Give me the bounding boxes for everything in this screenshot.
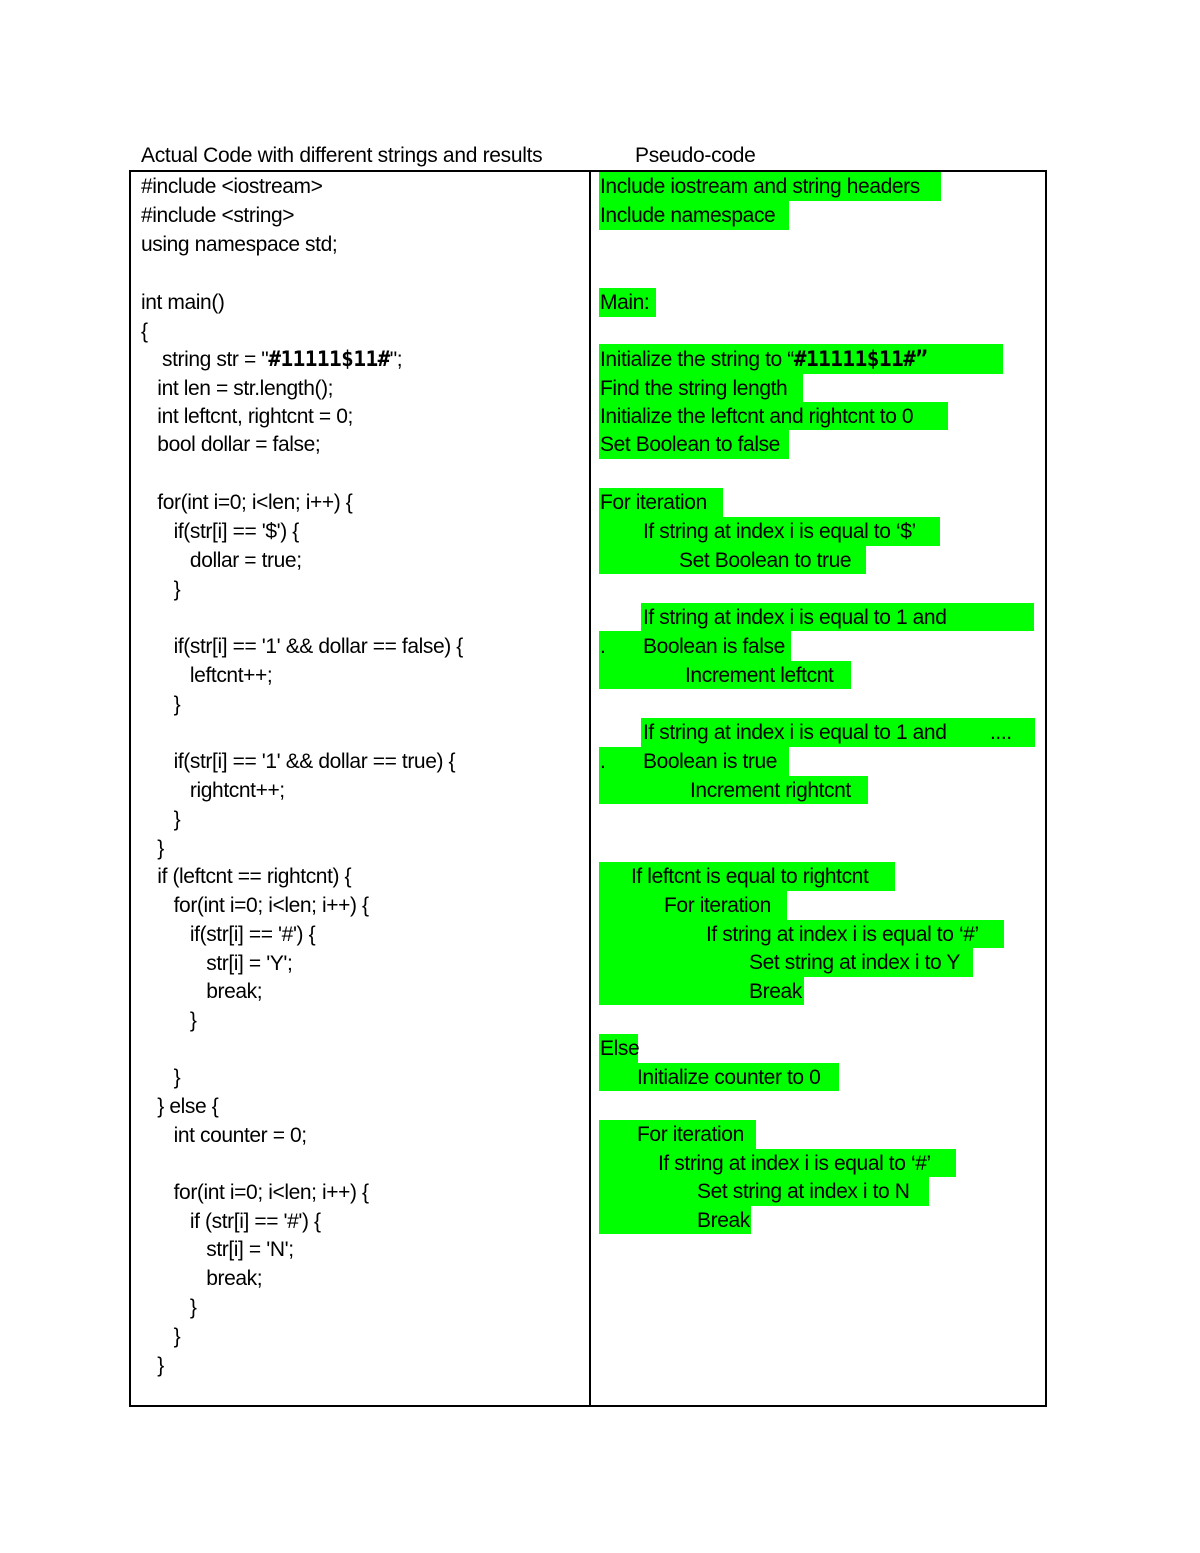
string-literal: #11111$11# xyxy=(268,347,390,371)
pseudo-line: Initialize the leftcnt and rightcnt to 0 xyxy=(600,405,914,428)
pseudo-line: Boolean is false xyxy=(643,635,785,658)
pseudo-line: If string at index i is equal to 1 and xyxy=(643,606,947,629)
pseudo-line: Set Boolean to false xyxy=(600,433,780,456)
code-line: for(int i=0; i<len; i++) { xyxy=(141,491,353,514)
code-line: { xyxy=(141,320,148,343)
pseudo-line: For iteration xyxy=(637,1123,744,1146)
code-line: rightcnt++; xyxy=(141,779,285,802)
pseudo-line: Increment leftcnt xyxy=(685,664,834,687)
code-line: dollar = true; xyxy=(141,549,302,572)
code-line: } else { xyxy=(141,1095,219,1118)
code-line: } xyxy=(141,1325,181,1348)
code-line: } xyxy=(141,1296,197,1319)
pseudo-text: Initialize the string to “ xyxy=(600,348,794,371)
code-line: } xyxy=(141,1354,164,1377)
pseudo-line: Include namespace xyxy=(600,204,776,227)
pseudo-line: . xyxy=(600,635,606,658)
code-line: if (str[i] == '#') { xyxy=(141,1210,321,1233)
pseudo-line: For iteration xyxy=(600,491,707,514)
pseudo-line: .... xyxy=(990,721,1012,744)
pseudo-line-string-init xyxy=(600,345,927,374)
code-text: string str = " xyxy=(162,348,269,371)
code-line: } xyxy=(141,1009,197,1032)
pseudo-line: Else xyxy=(600,1037,640,1060)
code-line: if(str[i] == '#') { xyxy=(141,923,316,946)
code-text: "; xyxy=(389,348,403,371)
pseudo-line: Set string at index i to N xyxy=(697,1180,910,1203)
code-line: leftcnt++; xyxy=(141,664,273,687)
code-line: } xyxy=(141,693,181,716)
code-line: str[i] = 'Y'; xyxy=(141,952,293,975)
code-line: } xyxy=(141,578,181,601)
code-line: break; xyxy=(141,980,263,1003)
code-line: int counter = 0; xyxy=(141,1124,307,1147)
code-line: } xyxy=(141,808,181,831)
code-line: if(str[i] == '$') { xyxy=(141,520,299,543)
pseudo-line: Main: xyxy=(600,291,650,314)
code-line: break; xyxy=(141,1267,263,1290)
string-literal: #11111$11#” xyxy=(793,347,928,371)
pseudo-line: . xyxy=(600,750,606,773)
pseudo-line: Break xyxy=(697,1209,750,1232)
pseudo-line: If string at index i is equal to 1 and xyxy=(643,721,947,744)
code-line: str[i] = 'N'; xyxy=(141,1238,294,1261)
pseudo-line: Find the string length xyxy=(600,377,788,400)
code-line: #include <iostream> xyxy=(141,175,323,198)
pseudo-line: If string at index i is equal to ‘#’ xyxy=(658,1152,931,1175)
pseudo-line: Initialize counter to 0 xyxy=(637,1066,821,1089)
code-line-string-init xyxy=(162,345,402,374)
pseudo-line: Increment rightcnt xyxy=(690,779,851,802)
code-line: for(int i=0; i<len; i++) { xyxy=(141,894,369,917)
pseudo-line: If string at index i is equal to ‘#’ xyxy=(706,923,979,946)
pseudo-line: Include iostream and string headers xyxy=(600,175,920,198)
pseudo-line: If string at index i is equal to ‘$’ xyxy=(643,520,916,543)
pseudo-line: Break xyxy=(749,980,802,1003)
code-line: } xyxy=(141,1066,181,1089)
pseudo-line: Set Boolean to true xyxy=(679,549,852,572)
code-line: } xyxy=(141,837,164,860)
pseudo-line: For iteration xyxy=(664,894,771,917)
code-line: if (leftcnt == rightcnt) { xyxy=(141,865,352,888)
code-line: int main() xyxy=(141,291,225,314)
pseudo-line: Boolean is true xyxy=(643,750,778,773)
left-column-header: Actual Code with different strings and results xyxy=(141,144,543,167)
code-line: if(str[i] == '1' && dollar == true) { xyxy=(141,750,456,773)
code-line: #include <string> xyxy=(141,204,295,227)
column-divider xyxy=(589,172,591,1405)
code-line: int leftcnt, rightcnt = 0; xyxy=(141,405,353,428)
right-column-header: Pseudo-code xyxy=(635,144,756,167)
code-line: int len = str.length(); xyxy=(141,377,334,400)
code-line: bool dollar = false; xyxy=(141,433,321,456)
pseudo-line: If leftcnt is equal to rightcnt xyxy=(631,865,869,888)
code-line: if(str[i] == '1' && dollar == false) { xyxy=(141,635,463,658)
pseudo-line: Set string at index i to Y xyxy=(749,951,961,974)
code-line: for(int i=0; i<len; i++) { xyxy=(141,1181,369,1204)
code-line: using namespace std; xyxy=(141,233,338,256)
